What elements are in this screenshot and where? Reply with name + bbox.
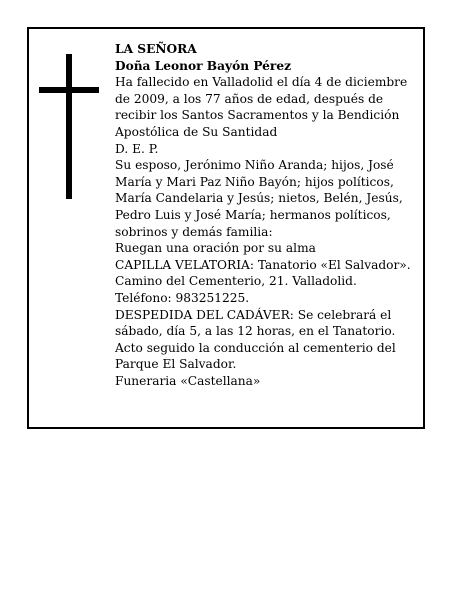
notice-heading: LA SEÑORA: [115, 42, 197, 56]
prayer-request: Ruegan una oración por su alma: [115, 241, 316, 256]
funeral-home: Funeraria «Castellana»: [115, 373, 261, 388]
rip-line: D. E. P.: [115, 141, 159, 156]
obituary-text: [115, 41, 415, 389]
farewell-info: DESPEDIDA DEL CADÁVER: Se celebrará el sábado, día 5, a las 12 horas, en el Tanatorio. Acto seguido la conducción al cementerio del Parque El Salvador.: [115, 307, 396, 372]
family-list: Su esposo, Jerónimo Niño Aranda; hijos, José María y Mari Paz Niño Bayón; hijos políticos, María Candelaria y Jesús; nietos, Belén, Jesús, Pedro Luis y José María; hermanos políticos, sobrinos y demás familia:: [115, 158, 403, 239]
deceased-name: Doña Leonor Bayón Pérez: [115, 58, 292, 73]
cross-vertical-bar: [66, 54, 72, 199]
obituary-notice: [27, 27, 425, 429]
cross-horizontal-bar: [39, 87, 99, 93]
cross-icon: [39, 54, 99, 199]
death-announcement: Ha fallecido en Valladolid el día 4 de diciembre de 2009, a los 77 años de edad, después de recibir los Santos Sacramentos y la Bendición Apostólica de Su Santidad: [115, 75, 408, 139]
funeral-chapel-info: CAPILLA VELATORIA: Tanatorio «El Salvador». Camino del Cementerio, 21. Valladolid. Teléfono: 983251225.: [115, 257, 411, 305]
